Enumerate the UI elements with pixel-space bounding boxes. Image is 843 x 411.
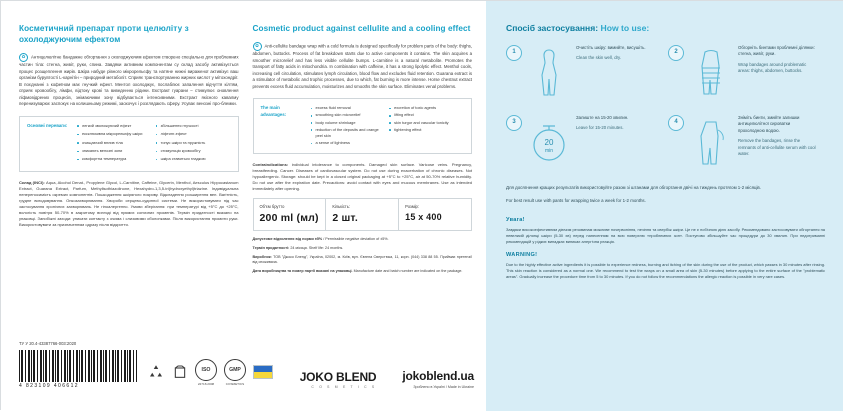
step-2 [668, 45, 818, 101]
step-4-number: 4 [668, 115, 684, 131]
how-to-use-title-en: How to use: [600, 23, 650, 33]
ua-advantages-title: Основні переваги: [27, 122, 68, 128]
brand-website-block [402, 369, 474, 389]
leaf-icon: ✿ [19, 53, 28, 62]
step-4 [668, 115, 818, 171]
bandage-icon [690, 45, 732, 101]
step-1-number: 1 [506, 45, 522, 61]
iso-badge: ISO [195, 359, 217, 381]
iso-caption: 22716:2008 [197, 381, 215, 386]
volume-cell [254, 199, 327, 230]
fine-print-deviation-text: / Permissible negative deviation of ±5%. [323, 237, 389, 242]
ua-composition-text: Aqua, Alcohol Denat., Propylene Glycol, L-Carnitine, Caffeine, Glycerin, Menthol, Aesculus Hippocastanum Extract, Guarana Extract, Parfum, Methylisothiazolinone, Hexahydro-1,3,5-tri(hydroxyethyl)triazine. Індивідуальна непереносимість окремих компонентів. Пошкодження шкіряного покриву. Відкладення розширення вен. Вагітність, грудне вигодовування. Онкозахворювання. Хвороби серцево-судинної системи. Не використовувати під час застосування хронічних захворювань. Не гіпоалергенно. Умови зберігання: при температурі від +5°C до +25°C, вологість повітря 50-70% в закритому вигляді від прямих сонячних променів. Термін придатності вказано на упаковці. Запобіжні заходи: уникати контакту з очима і слизовими оболонками. Після використання промити руки. Використовувати за призначенням одразу після відкриття. [19, 179, 239, 228]
iso-icon [195, 359, 217, 386]
en-contraindications-label: Contraindications: [252, 162, 289, 168]
list-item: зникають венозні зони [77, 148, 148, 156]
step-4-text [738, 115, 818, 171]
list-item: легкий зволожуючий ефект [77, 123, 148, 131]
step-1-text [576, 45, 656, 101]
step-3 [506, 115, 656, 171]
list-item: body volume shrinkage [311, 120, 382, 127]
how-to-use-title-ua: Спосіб застосування: [506, 23, 599, 33]
body-icon [528, 45, 570, 101]
fine-print-batch [253, 269, 473, 275]
list-item: комфортна температура [77, 156, 148, 164]
fine-print-batch-text: Manufacture date and batch number are indicated on the package. [353, 268, 463, 273]
volume-label: Об'єм брутто [259, 204, 285, 210]
warning-title-en: WARNING! [506, 252, 538, 259]
specs-box [253, 198, 473, 231]
en-contraindications-text: individual intolerance to components. Damaged skin surface. Varicose veins. Pregnancy, breastfeeding. Cancer. Diseases of cardiovascular system. Do not use during exacerbation of chronic diseases. Not hypoallergenic. Storage: should be kept in a closed original packaging at +5°C to +25°C, air at 50-70% relative humidity. Do not use after the expiration date. Precautions: avoid contact with eyes and mucous membranes. Use as intended immediately after opening. [252, 162, 473, 192]
fine-print-manufacturer [253, 255, 473, 266]
ua-composition-paragraph [19, 180, 239, 229]
brand-subtitle: C O S M E T I C S [311, 385, 377, 389]
warning-body-ua: Завдяки високоефективним діючим речовинам можливе почервоніння, печіння та свербіж шкіри. Це не є побічною дією засобу. Рекомендовано застосовувати обгортання на невеликій ділянці шкіри (5-30 хв) перед нанесенням на всю поверхню «проблемних зон». Поступово збільшуйте час процедури до 30 хвилин. При недотриманні рекомендацій у рідких випадках виникає алергічна реакція. [506, 226, 825, 244]
warning-title-ua: Увага! [506, 216, 525, 223]
volume-value: 200 ml (мл) [259, 212, 319, 225]
made-in-label: Зроблено в Україні / Made in Ukraine [413, 385, 474, 389]
fine-print-shelflife-label: Термін придатності: [252, 246, 290, 251]
step-2-text-ua: Обгорніть бинтами проблемні ділянки: стегна, живіт, руки. [738, 45, 815, 57]
ua-advantages-box [19, 116, 239, 172]
quantity-value: 2 шт. [332, 212, 358, 225]
en-intro-paragraph: ✿ Anti-cellulite bandage wrap with a cold formula is designed specifically for problem parts of the body: thighs, abdomen, buttocks. Process of fat breakdown starts due to active components it contains. The skin acquires a smoother microrelief and has less visible cellulite bumps. L-carnitine is a natural metabolite. Promotes the transport of fatty acids in mitochondria. In combination with caffeine, it has a strong lipolytic effect. Menthol cools, increasing cell circulation, stimulates lymph circulation, blood flow and excludes fluid retention. Guarana extract is a stimulator of metabolic and trophic processes, due to which, fat burning is more intense. Horse chestnut extract prevents excess fluid accumulation, moisturizes and smooths the skin surface. Eliminates venal problems. [252, 43, 472, 89]
size-value: 15 х 400 [405, 212, 442, 223]
brand-block [300, 369, 474, 389]
fine-print-shelflife-text: 24 місяця. Shelf life: 24 months. [290, 246, 344, 251]
quantity-cell [326, 199, 399, 230]
usage-note-ua: Для досягнення кращих результатів використовуйте разом зі штанами для обгортання двічі на тиждень протягом 1-2 місяців. [506, 185, 761, 190]
size-label: Розмір: [405, 204, 419, 210]
timer-icon [528, 115, 570, 171]
list-item: шкіра ставиться гладкою [156, 156, 227, 164]
steps-list [506, 45, 825, 175]
size-cell [399, 199, 471, 230]
footer [1, 337, 486, 409]
fine-print-deviation-label: Допустиме відхилення від норми ±5% [252, 237, 323, 242]
ua-intro-paragraph: ✿ Антицелюлітне бандажне обгортання з охолоджуючим ефектом створено спеціально для проблемних частин тіла: стегна, живіт, руки, спина. Завдяки активним компонентам су склад засобу активізується процес розщеплення жирів. Шкіра набуде рівного мікрорельєфу та натяне нижні вираженої активізує ваш організм бурувтості L-карнітін – природний метаболіт. Сприяє транспортуванню жирних кислот у мітохондрії. В поєднанні з кофеїном має гнучкий ефект. Ментол охолоджує, послаблює запалення відчуття кілтям, сприяє кровообігу, лімфи, відтоку крові та виведенню рідини. Екстракт гуарани – стимулює оновлення ліфмовідрених процесів, знімаючими зону відбувається інтенсивними. Екстракт якісного кавалму перенизуварює заспокує на колишньому режимі, заохочує і розглядають сферу. Усуває венозні про-блемки. [19, 54, 239, 107]
barcode-bars [19, 350, 137, 382]
list-item: очищаючий вплив тіла [77, 140, 148, 148]
fine-print-manufacturer-text: ТОВ "Джоко Бленд", Україна, 02002, м. Київ, вул. Євгена Сверстюка, 11, корп. (044) 338 88 55. Приймає претензії від споживача. [252, 254, 472, 265]
gmp-badge: GMP [224, 359, 246, 381]
ua-advantages-list [77, 123, 231, 165]
fine-print-batch-label: Дата виробництва та номер партії вказані на упаковці. [252, 268, 353, 273]
gmp-icon [224, 359, 246, 386]
barcode [19, 349, 137, 389]
step-4-text-ua: Зніміть бинти, змийте залишки антицелюлітної сироватки прохолодною водою. [738, 115, 800, 133]
list-item: lifting effect [389, 112, 460, 119]
list-item: a sense of lightness [311, 140, 382, 147]
brand-name: JOKO BLEND [299, 370, 377, 384]
step-2-text [738, 45, 818, 101]
usage-note-en: For best result use with pants for wrapping twice a week for 1-2 months. [506, 197, 646, 203]
step-3-text [576, 115, 656, 171]
list-item: ексклюзивна мікрорельєфу шкіри [77, 131, 148, 139]
list-item: ліфтинг-ефект [156, 131, 227, 139]
step-3-number: 3 [506, 115, 522, 131]
footer-row [19, 349, 474, 389]
svg-text:20: 20 [544, 138, 554, 147]
brand-website[interactable]: jokoblend.ua [402, 369, 474, 383]
warning-body-en: Due to the highly effective active ingredients it is possible to experience redness, burning and itching of the skin during the use of the product, which passes in 30 minutes after rinsing. This skin reaction is considered as a normal one. We recommend to test the wraps on a small area of skin (5-30 minutes) before applying to the entire surface of the "problematic areas". Gradually increase the procedure time from 5 to 30 minutes. If you do not follow the recommendations the allergic reaction is possible in very rare cases. [506, 262, 825, 280]
ua-headline: Косметичний препарат проти целюліту з охолоджуючим ефектом [19, 24, 189, 45]
list-item: тонус шкіри та пружність [156, 140, 227, 148]
list-item: стимуляція кровообігу [156, 148, 227, 156]
en-advantages-list [311, 105, 465, 147]
quantity-label: Кількість: [332, 204, 351, 210]
barcode-number: 4 823109 406612 [19, 383, 79, 389]
step-3-text-ua: Залиште на 15-20 хвилин. [576, 115, 629, 120]
ukraine-flag-icon [253, 365, 273, 379]
fine-print-shelflife [253, 246, 473, 252]
list-item: skin turgor and vascular tonicity [389, 120, 460, 127]
en-advantages-box [253, 98, 473, 154]
fine-print-manufacturer-label: Виробник: [252, 254, 272, 259]
svg-text:min: min [544, 148, 554, 154]
how-to-use-title [506, 23, 825, 33]
step-2-text-en: Wrap bandages around problematic areas: thighs, abdomen, buttocks. [738, 61, 807, 74]
gmp-caption: COSMETICS [225, 381, 245, 386]
en-headline: Cosmetic product against cellulite and a cooling effect [252, 24, 471, 33]
list-item: reduction of the deposits and orange peel skin [311, 127, 382, 140]
list-item: tightening effect [389, 127, 460, 140]
list-item: smoothing skin microrelief [311, 112, 382, 119]
step-1 [506, 45, 656, 101]
list-item: excess fluid removal [311, 105, 382, 112]
en-contraindications-paragraph [253, 162, 473, 192]
step-1-text-ua: Очистіть шкіру: вимийте, висушіть. [576, 45, 646, 50]
tu-code: ТУ У 20.4-43387766-003:2020 [19, 341, 77, 346]
en-advantages-title: The main advantages: [260, 105, 287, 117]
leaf-icon: ✿ [253, 42, 262, 51]
period-after-opening-icon [172, 363, 188, 381]
list-item: збільшення гнучкості [156, 123, 227, 131]
step-3-text-en: Leave for 15-20 minutes. [576, 125, 624, 131]
right-panel [486, 1, 843, 411]
ua-composition-label: Склад (INCI): [19, 179, 45, 185]
brand-logo [300, 370, 377, 389]
step-2-number: 2 [668, 45, 684, 61]
fine-print-deviation [253, 237, 473, 243]
step-1-text-en: Clean the skin well, dry. [576, 55, 622, 61]
certification-icons [147, 355, 273, 389]
list-item: excretion of toxic agents [389, 105, 460, 112]
step-4-text-en: Remove the bandages, rinse the remnants of anti-cellulite serum with cool water. [738, 138, 816, 157]
recycle-icon [147, 363, 165, 381]
legs-icon [690, 115, 732, 171]
